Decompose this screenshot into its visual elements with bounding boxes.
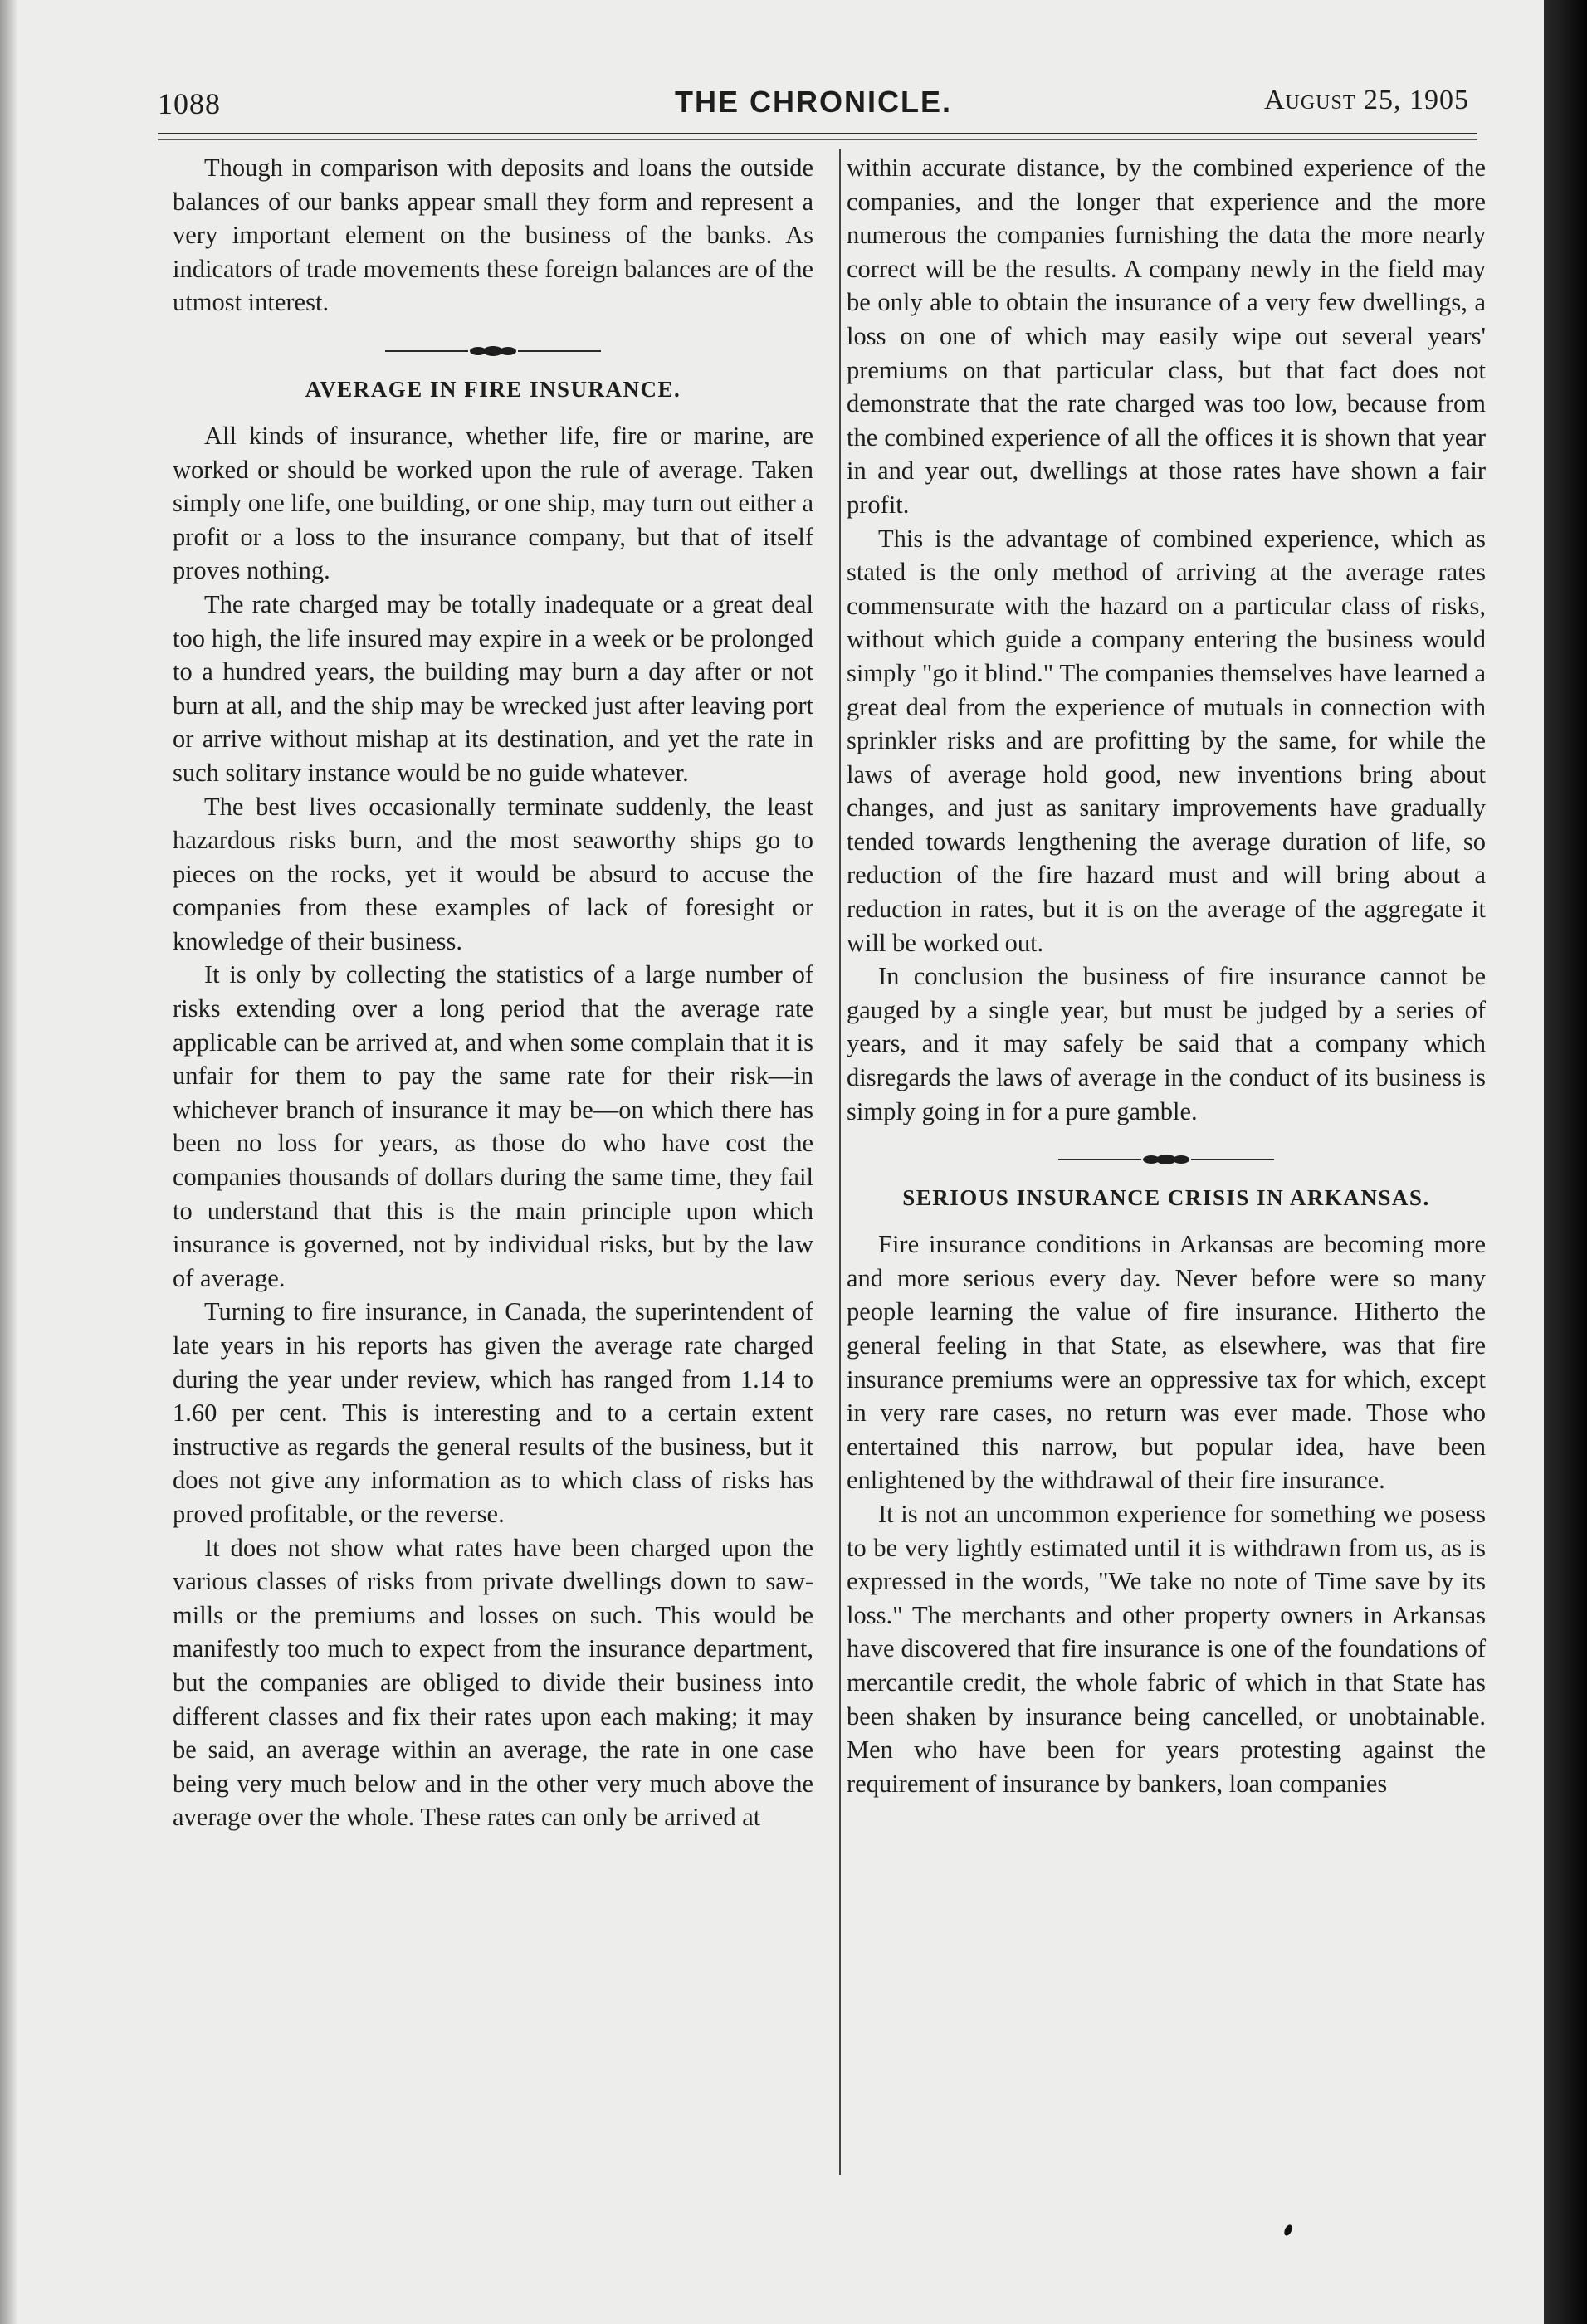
article-title-average: AVERAGE IN FIRE INSURANCE.: [305, 376, 681, 402]
binding-shadow: [0, 0, 18, 2324]
paragraph: The rate charged may be totally inadequate or a great deal too high, the life insured may expire in a week or be prolonged to a hundred years, the building may burn a day after or not burn at all, and the ship may be wrecked just after leaving port or arrive without mishap at its destination, and yet the rate in such solitary instance would be no guide whatever.: [173, 589, 813, 787]
paragraph: Turning to fire insurance, in Canada, the superintendent of late years in his reports has given the average rate charged during the year under review, which has ranged from 1.14 to 1.60 per cent. This is interesting and to a certain extent instructive as regards the general results of the business, but it does not give any information as to which class of risks has proved profitable, or the reverse.: [173, 1297, 813, 1528]
page-number: 1088: [158, 87, 221, 120]
left-column: [173, 151, 813, 1834]
header-rule: [158, 133, 1477, 140]
paragraph: All kinds of insurance, whether life, fire or marine, are worked or should be worked upon the rule of average. Taken simply one life, one building, or one ship, may turn out either a profit or a loss to the insurance company, but that of itself proves nothing.: [173, 421, 813, 585]
issue-date: August 25, 1905: [1263, 85, 1469, 115]
article-title-arkansas: SERIOUS INSURANCE CRISIS IN ARKANSAS.: [902, 1185, 1430, 1211]
section-ornament: [173, 341, 813, 361]
ornament-divider-icon: [385, 341, 601, 361]
paragraph: This is the advantage of combined experience, which as stated is the only method of arriving at the average rates commensurate with the hazard on a particular class of risks, without which guide a company entering the business would simply "go it blind." The companies themselves have learned a great deal from the experience of mutuals in connection with sprinkler risks and are profitting by the same, for while the laws of average hold good, new inventions bring about changes, and just as sanitary improvements have gradually tended towards lengthening the average duration of life, so reduction of the fire hazard must and will bring about a reduction in rates, but it is on the average of the aggregate it will be worked out.: [847, 524, 1486, 957]
paragraph: It does not show what rates have been charged upon the various classes of risks from private dwellings down to saw-mills or the premiums and losses on such. This would be manifestly too much to expect from the insurance department, but the companies are obliged to divide their business into different classes and fix their rates upon each making; it may be said, an average within an average, the rate in one case being very much below and in the other very much above the average over the whole. These rates can only be arrived at: [173, 1533, 813, 1832]
paragraph: It is not an uncommon experience for something we posess to be very lightly estimated until it is withdrawn from us, as is expressed in the words, "We take no note of Time save by its loss." The merchants and other property owners in Arkansas have discovered that fire insurance is one of the foundations of mercantile credit, the whole fabric of which in that State has been shaken by insurance being cancelled, or unobtainable. Men who have been for years protesting against the requirement of insurance by bankers, loan companies: [847, 1499, 1486, 1798]
section-ornament: [847, 1150, 1486, 1169]
paragraph: In conclusion the business of fire insurance cannot be gauged by a single year, but must be judged by a series of years, and it may safely be said that a company which disregards the laws of average in the conduct of its business is simply going in for a pure gamble.: [847, 962, 1486, 1125]
paragraph: Fire insurance conditions in Arkansas are becoming more and more serious every day. Never before were so many people learning the value of fire insurance. Hitherto the general feeling in that State, as elsewhere, was that fire insurance premiums were an oppressive tax for which, except in very rare cases, no return was ever made. Those who entertained this narrow, but popular idea, have been enlightened by the withdrawal of their fire insurance.: [847, 1230, 1486, 1495]
scan-edge: [1544, 0, 1587, 2324]
continued-paragraph: within accurate distance, by the combined experience of the companies, and the longer that experience and the more numerous the companies furnishing the data the more nearly correct will be the results. A company newly in the field may be only able to obtain the insurance of a very few dwellings, a loss on one of which may easily wipe out several years' premiums on that particular class, but that fact does not demonstrate that the rate charged was too low, because from the combined experience of all the offices it is shown that year in and year out, dwellings at those rates have shown a fair profit.: [847, 154, 1486, 519]
running-title: THE CHRONICLE.: [675, 85, 952, 119]
page-header: [158, 73, 1469, 131]
column-divider: [839, 149, 841, 2175]
ornament-divider-icon: [1058, 1150, 1274, 1169]
ink-mark: [1282, 2224, 1293, 2237]
paragraph: The best lives occasionally terminate suddenly, the least hazardous risks burn, and the most seaworthy ships go to pieces on the rocks, yet it would be absurd to accuse the companies from these examples of lack of foresight or knowledge of their business.: [173, 792, 813, 955]
intro-paragraph: Though in comparison with deposits and loans the outside balances of our banks appear small they form and represent a very important element on the business of the banks. As indicators of trade movements these foreign balances are of the utmost interest.: [173, 154, 813, 317]
right-column: [847, 151, 1486, 1800]
paragraph: It is only by collecting the statistics of a large number of risks extending over a long period that the average rate applicable can be arrived at, and when some complain that it is unfair for them to pay the same rate for their risk—in whichever branch of insurance it may be—on which there has been no loss for years, as those do who have cost the companies thousands of dollars during the same time, they fail to understand that this is the main principle upon which insurance is governed, not by individual risks, but by the law of average.: [173, 960, 813, 1292]
